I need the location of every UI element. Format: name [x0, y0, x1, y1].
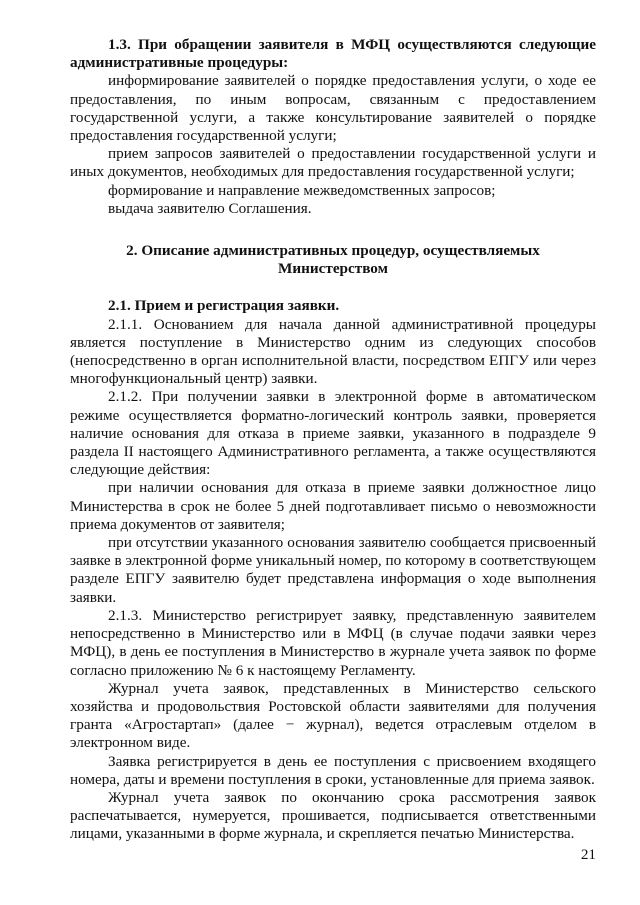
section-1-3-heading: 1.3. При обращении заявителя в МФЦ осуществляются следующие административные процедуры:: [70, 36, 596, 72]
paragraph-2-1-2: 2.1.2. При получении заявки в электронной форме в автоматическом режиме осуществляется форматно-логический контроль заявки, проверяется наличие основания для отказа в приеме заявки, указанного в подразделе 9 раздела II настоящего Административного регламента, а также осуществляются следующие действия:: [70, 388, 596, 479]
paragraph-2-1-3: 2.1.3. Министерство регистрирует заявку, представленную заявителем непосредственно в Министерство или в МФЦ (в случае подачи заявки через МФЦ), в день ее поступления в Министерство в журнале учета заявок по форме согласно приложению № 6 к настоящему Регламенту.: [70, 606, 596, 679]
paragraph-2-1-1: 2.1.1. Основанием для начала данной административной процедуры является поступление в Министерство одним из следующих способов (непосредственно в орган исполнительной власти, посредством ЕПГУ или через многофункциональный центр) заявки.: [70, 315, 596, 388]
paragraph-no-refusal: при отсутствии указанного основания заявителю сообщается присвоенный заявке в электронной форме уникальный номер, по которому в соответствующем разделе ЕПГУ заявителю будет представлена информация о ходе выполнения заявки.: [70, 534, 596, 606]
document-page: [70, 36, 596, 844]
section-1-3-item: информирование заявителей о порядке предоставления услуги, о ходе ее предоставления, по иным вопросам, связанным с предоставлением государственной услуги, а также консультирование заявителей о порядке предоставления государственной услуги;: [70, 72, 596, 145]
section-2-1-heading: 2.1. Прием и регистрация заявки.: [108, 297, 340, 315]
section-1-3-item: формирование и направление межведомственных запросов;: [108, 181, 496, 199]
paragraph-refusal: при наличии основания для отказа в приеме заявки должностное лицо Министерства в срок не более 5 дней подготавливает письмо о невозможности приема документов от заявителя;: [70, 479, 596, 533]
paragraph-journal: Журнал учета заявок, представленных в Министерство сельского хозяйства и продовольствия Ростовской области заявителями для получения гранта «Агростартап» (далее − журнал), ведется отраслевым отделом в электронном виде.: [70, 679, 596, 752]
section-1-3-item: выдача заявителю Соглашения.: [108, 199, 312, 217]
paragraph-registration: Заявка регистрируется в день ее поступления с присвоением входящего номера, даты и времени поступления в сроки, установленные для приема заявок.: [70, 752, 596, 788]
paragraph-journal-closing: Журнал учета заявок по окончанию срока рассмотрения заявок распечатывается, нумеруется, прошивается, подписывается ответственными лицами, указанными в форме журнала, и скрепляется печатью Министерства.: [70, 788, 596, 843]
section-1-3-item: прием запросов заявителей о предоставлении государственной услуги и иных документов, необходимых для предоставления государственной услуги;: [70, 145, 596, 181]
section-2-heading: 2. Описание административных процедур, осуществляемых Министерством: [126, 242, 540, 278]
page-number: 21: [580, 846, 596, 863]
